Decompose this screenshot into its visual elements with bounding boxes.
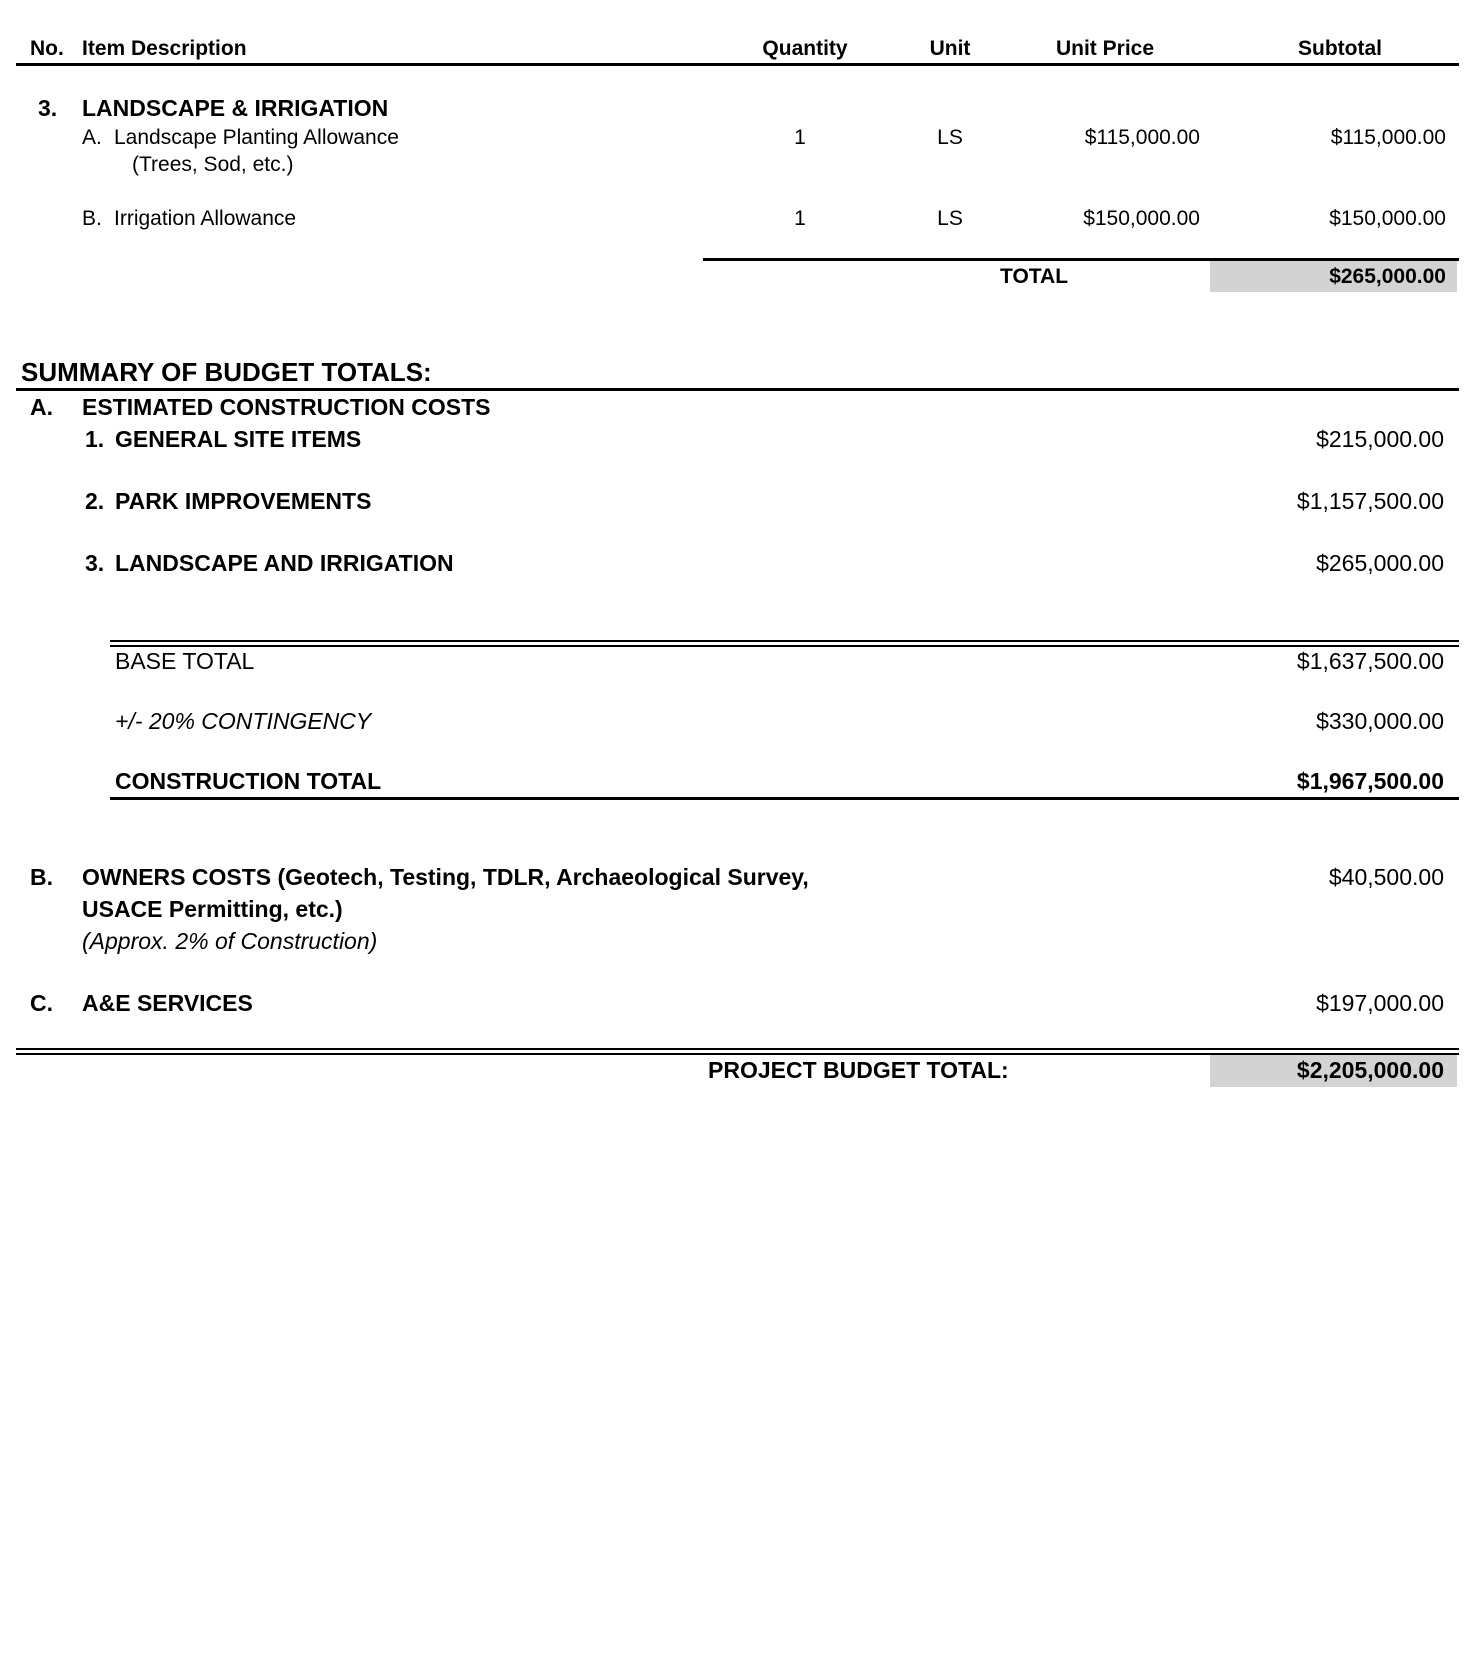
summary-a-letter: A. xyxy=(30,394,53,420)
summary-item-label: PARK IMPROVEMENTS xyxy=(115,488,372,514)
line-item-unit: LS xyxy=(937,126,963,149)
base-total-double-rule-bottom xyxy=(110,645,1459,647)
line-item-letter: B. xyxy=(82,207,102,230)
line-item-description: Landscape Planting Allowance xyxy=(114,126,399,149)
line-item-unit-price: $115,000.00 xyxy=(1084,126,1200,149)
summary-item-value: $1,157,500.00 xyxy=(1296,488,1444,514)
column-header-item-description: Item Description xyxy=(82,37,247,60)
project-total-label: PROJECT BUDGET TOTAL: xyxy=(708,1057,1009,1083)
construction-total-label: CONSTRUCTION TOTAL xyxy=(115,768,382,794)
section-total-label: TOTAL xyxy=(1000,265,1069,288)
line-item-description: Irrigation Allowance xyxy=(114,207,297,230)
summary-b-letter: B. xyxy=(30,864,53,890)
ae-services-value: $197,000.00 xyxy=(1316,990,1444,1016)
ae-services-label: A&E SERVICES xyxy=(82,990,253,1016)
base-total-label: BASE TOTAL xyxy=(115,648,255,674)
line-item-note: (Trees, Sod, etc.) xyxy=(132,153,294,176)
contingency-label: +/- 20% CONTINGENCY xyxy=(115,708,372,734)
section-total-value: $265,000.00 xyxy=(1329,265,1446,288)
column-header-no: No. xyxy=(30,37,64,60)
summary-rule xyxy=(16,388,1459,391)
base-total-value: $1,637,500.00 xyxy=(1296,648,1444,674)
column-header-unit-price: Unit Price xyxy=(1055,37,1155,60)
summary-a-title: ESTIMATED CONSTRUCTION COSTS xyxy=(82,394,491,420)
line-item-unit: LS xyxy=(937,207,963,230)
column-header-subtotal: Subtotal xyxy=(1298,37,1382,60)
section-number: 3. xyxy=(38,95,58,121)
summary-item-number: 1. xyxy=(85,426,105,452)
summary-item-number: 2. xyxy=(85,488,105,514)
line-item-quantity: 1 xyxy=(794,207,806,230)
summary-item-value: $265,000.00 xyxy=(1316,550,1444,576)
column-header-quantity: Quantity xyxy=(762,37,848,60)
summary-item-label: GENERAL SITE ITEMS xyxy=(115,426,362,452)
construction-total-rule xyxy=(110,797,1459,800)
project-total-double-rule-top xyxy=(16,1048,1459,1050)
section-title: LANDSCAPE & IRRIGATION xyxy=(82,95,389,121)
construction-total-value: $1,967,500.00 xyxy=(1296,768,1444,794)
line-item-unit-price: $150,000.00 xyxy=(1083,207,1200,230)
owners-costs-note: (Approx. 2% of Construction) xyxy=(82,928,378,954)
owners-costs-line2: USACE Permitting, etc.) xyxy=(82,896,343,922)
line-item-letter: A. xyxy=(82,126,102,149)
header-rule xyxy=(16,63,1459,66)
base-total-double-rule-top xyxy=(110,640,1459,642)
line-item-subtotal: $115,000.00 xyxy=(1330,126,1446,149)
owners-costs-value: $40,500.00 xyxy=(1328,864,1444,890)
summary-item-value: $215,000.00 xyxy=(1316,426,1444,452)
line-item-subtotal: $150,000.00 xyxy=(1329,207,1446,230)
contingency-value: $330,000.00 xyxy=(1316,708,1444,734)
summary-item-number: 3. xyxy=(85,550,105,576)
summary-item-label: LANDSCAPE AND IRRIGATION xyxy=(115,550,454,576)
summary-c-letter: C. xyxy=(30,990,53,1016)
summary-title: SUMMARY OF BUDGET TOTALS: xyxy=(21,357,432,387)
owners-costs-line1: OWNERS COSTS (Geotech, Testing, TDLR, Archaeological Survey, xyxy=(82,864,809,890)
project-total-value: $2,205,000.00 xyxy=(1296,1057,1444,1083)
line-item-quantity: 1 xyxy=(794,126,806,149)
column-header-unit: Unit xyxy=(929,37,971,60)
